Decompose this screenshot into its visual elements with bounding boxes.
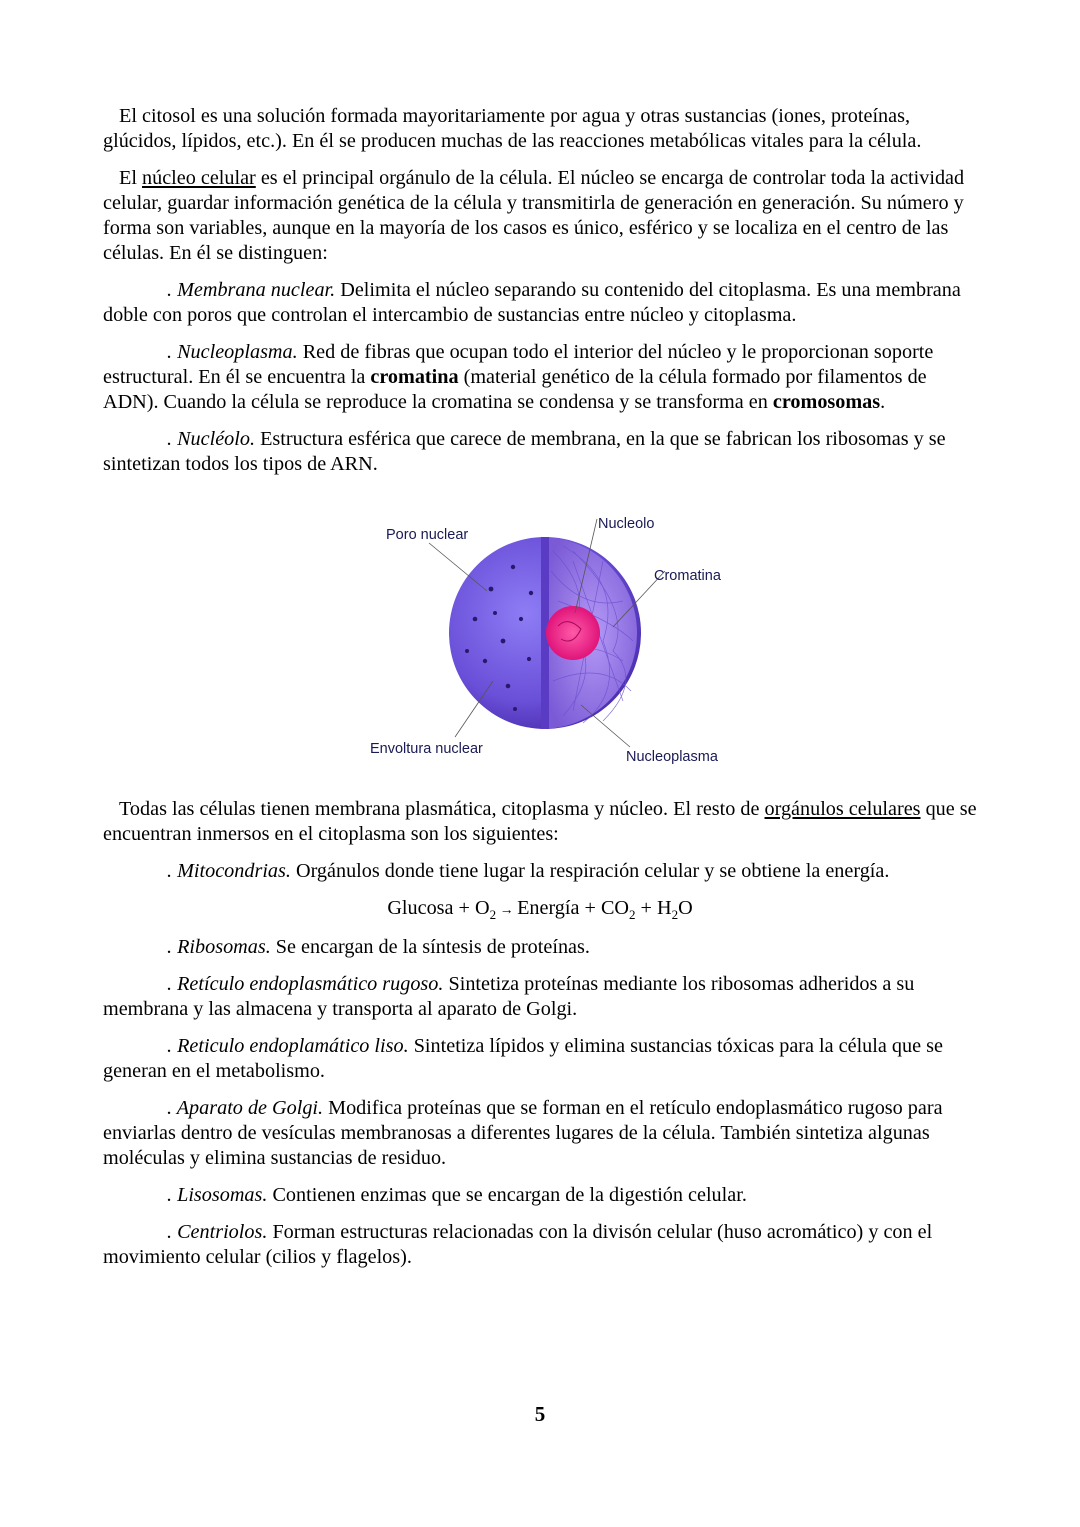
item-centriolos	[103, 1220, 977, 1270]
formula-part: Glucosa + O	[387, 897, 490, 919]
link-organulos-celulares[interactable]: orgánulos celulares	[764, 798, 921, 820]
term: . Aparato de Golgi.	[167, 1097, 324, 1119]
term: . Retículo endoplasmático rugoso.	[167, 973, 444, 995]
definition: Se encargan de la síntesis de proteínas.	[270, 936, 590, 958]
link-nucleo-celular[interactable]: núcleo celular	[142, 167, 256, 189]
item-nucleolo	[103, 427, 977, 477]
formula-part: + H	[635, 897, 672, 919]
definition: Sintetiza lípidos y elimina sustancias tóxicas para la célula que se generan en el metabolismo.	[103, 1035, 943, 1082]
formula-part: O	[678, 897, 693, 919]
label-nucleoplasma: Nucleoplasma	[626, 749, 718, 765]
definition: Red de fibras que ocupan todo el interior del núcleo y le proporcionan soporte estructural. En él se encuentra la	[103, 341, 934, 388]
text-span: Todas las células tienen membrana plasmática, citoplasma y núcleo. El resto de	[119, 798, 765, 820]
term: . Mitocondrias.	[167, 860, 291, 882]
nucleolus	[546, 606, 600, 660]
definition: .	[880, 391, 886, 413]
label-cromatina: Cromatina	[654, 568, 721, 584]
text-span: El	[119, 167, 142, 189]
label-nucleolo: Nucleolo	[598, 516, 655, 532]
subscript: 2	[629, 907, 636, 923]
nucleus-diagram	[103, 501, 977, 771]
definition: Orgánulos donde tiene lugar la respiración celular y se obtiene la energía.	[290, 860, 890, 882]
bold-cromatina: cromatina	[370, 366, 459, 388]
text-span: que se encuentran inmersos en el citoplasma son los siguientes:	[103, 798, 977, 845]
term: . Membrana nuclear.	[167, 279, 336, 301]
nucleus-illustration	[103, 501, 977, 771]
item-aparato-golgi	[103, 1096, 977, 1171]
term: . Ribosomas.	[167, 936, 271, 958]
definition: Estructura esférica que carece de membrana, en la que se fabrican los ribosomas y se sintetizan todos los tipos de ARN.	[103, 428, 946, 475]
item-lisosomas	[103, 1183, 977, 1208]
item-nucleoplasma	[103, 340, 977, 415]
definition: Forman estructuras relacionadas con la divisón celular (huso acromático) y con el movimiento celular (cilios y flagelos).	[103, 1221, 933, 1268]
item-ribosomas	[103, 935, 977, 960]
definition: Modifica proteínas que se forman en el retículo endoplasmático rugoso para enviarlas dentro de vesículas membranosas a diferentes lugares de la célula. También sintetiza algunas moléculas y elimina sustancias de residuo.	[103, 1097, 943, 1169]
label-envoltura-nuclear: Envoltura nuclear	[370, 741, 483, 757]
term: . Nucléolo.	[167, 428, 256, 450]
definition: (material genético de la célula formado por filamentos de ADN). Cuando la célula se reproduce la cromatina se condensa y se transforma en	[103, 366, 927, 413]
document-body	[103, 104, 977, 1282]
formula-part: Energía + CO	[517, 897, 629, 919]
term: . Centriolos.	[167, 1221, 268, 1243]
term: . Reticulo endoplamático liso.	[167, 1035, 409, 1057]
definition: Sintetiza proteínas mediante los ribosomas adheridos a su membrana y las almacena y transporta al aparato de Golgi.	[103, 973, 915, 1020]
item-reticulo-rugoso	[103, 972, 977, 1022]
definition: Contienen enzimas que se encargan de la digestión celular.	[267, 1184, 747, 1206]
paragraph-citosol: El citosol es una solución formada mayoritariamente por agua y otras sustancias (iones, proteínas, glúcidos, lípidos, etc.). En él se producen muchas de las reacciones metabólicas vitales para la célula.	[103, 105, 922, 152]
bold-cromosomas: cromosomas	[772, 391, 881, 413]
text-span: es el principal orgánulo de la célula. El núcleo se encarga de controlar toda la actividad celular, guardar información genética de la célula y transmitirla de generación en generación. Su número y forma son variables, aunque en la mayoría de los casos es único, esférico y se localiza en el centro de las células. En él se distinguen:	[103, 167, 965, 264]
subscript: 2	[489, 907, 497, 923]
definition: Delimita el núcleo separando su contenido del citoplasma. Es una membrana doble con poros que controlan el intercambio de sustancias entre núcleo y citoplasma.	[103, 279, 961, 326]
term: . Nucleoplasma.	[167, 341, 298, 363]
item-membrana-nuclear	[103, 278, 977, 328]
arrow-icon: →	[496, 903, 518, 918]
page-number: 5	[534, 1402, 546, 1426]
item-reticulo-liso	[103, 1034, 977, 1084]
paragraph-nucleo	[103, 166, 977, 266]
paragraph-celulas	[103, 797, 977, 847]
label-poro-nuclear: Poro nuclear	[386, 527, 469, 543]
item-mitocondrias	[103, 859, 977, 884]
term: . Lisosomas.	[167, 1184, 268, 1206]
respiration-formula	[103, 896, 977, 923]
subscript: 2	[671, 907, 679, 923]
